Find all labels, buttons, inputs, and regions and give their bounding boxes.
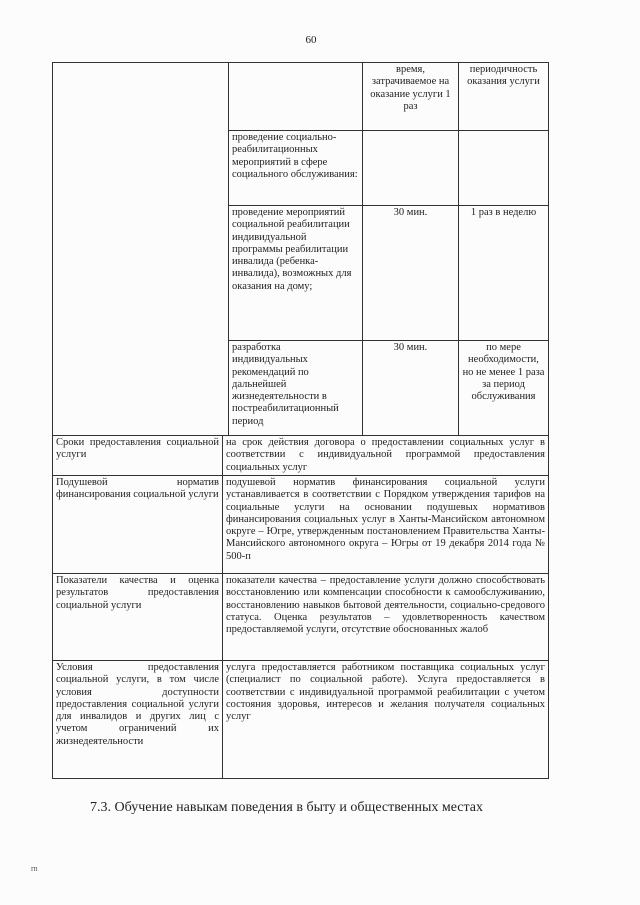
activity-cell: проведение мероприятий социальной реабилитации индивидуальной программы реабилитации инвалида (ребенка-инвалида), возможных для оказания на дому; — [229, 206, 363, 341]
periodicity-cell: по мере необходимости, но не менее 1 раза за период обслуживания — [459, 341, 549, 436]
table-row — [53, 436, 549, 476]
time-cell: 30 мин. — [363, 341, 459, 436]
row-value-cell: подушевой норматив финансирования социальной услуги устанавливается в соответствии с Порядком утверждения тарифов на социальные услуги на основании подушевых нормативов финансирования социальных услуг в Ханты-Мансийском автономном округе – Югре, утвержденным постановлением Правительства Ханты-Мансийского автономного округа – Югры от 19 декабря 2014 года № 500-п — [223, 476, 549, 574]
empty-header-cell — [229, 63, 363, 131]
table-row — [53, 476, 549, 574]
activity-cell: разработка индивидуальных рекомендаций по дальнейшей жизнедеятельности в постреабилитационный период — [229, 341, 363, 436]
row-value-cell: на срок действия договора о предоставлении социальных услуг в соответствии с индивидуальной программой предоставления социальных услуг — [223, 436, 549, 476]
row-label-cell: Показатели качества и оценка результатов предоставления социальной услуги — [53, 574, 223, 661]
service-conditions-table — [52, 435, 549, 779]
table-row — [53, 574, 549, 661]
table-row — [53, 661, 549, 779]
section-heading: 7.3. Обучение навыкам поведения в быту и общественных местах — [90, 800, 483, 815]
page-number: 60 — [305, 34, 317, 46]
service-activities-table — [52, 62, 549, 436]
periodicity-header: периодичность оказания услуги — [459, 63, 549, 131]
empty-label-cell — [53, 63, 229, 436]
time-header: время, затрачиваемое на оказание услуги 1 раз — [363, 63, 459, 131]
time-cell: 30 мин. — [363, 206, 459, 341]
row-label-cell: Условия предоставления социальной услуги, в том числе условия доступности предоставления социальной услуги для инвалидов и других лиц с учетом ограничений их жизнедеятельности — [53, 661, 223, 779]
activity-cell: проведение социально-реабилитационных мероприятий в сфере социального обслуживания: — [229, 131, 363, 206]
row-label-cell: Подушевой норматив финансирования социальной услуги — [53, 476, 223, 574]
row-value-cell: услуга предоставляется работником поставщика социальных услуг (специалист по социальной работе). Услуга предоставляется в соответствии с индивидуальной программой реабилитации с учетом состояния здоровья, интересов и желания получателя социальных услуг — [223, 661, 549, 779]
document-tables — [52, 62, 548, 779]
row-value-cell: показатели качества – предоставление услуги должно способствовать восстановлению или компенсации способности к самообслуживанию, восстановлению навыков бытовой деятельности, социально-средового статуса. Оценка результатов – удовлетворенность качеством предоставляемой услуги, отсутствие обоснованных жалоб — [223, 574, 549, 661]
time-cell — [363, 131, 459, 206]
periodicity-cell — [459, 131, 549, 206]
footer-mark: rn — [31, 864, 38, 873]
row-label-cell: Сроки предоставления социальной услуги — [53, 436, 223, 476]
periodicity-cell: 1 раз в неделю — [459, 206, 549, 341]
table-header-row — [53, 63, 549, 131]
